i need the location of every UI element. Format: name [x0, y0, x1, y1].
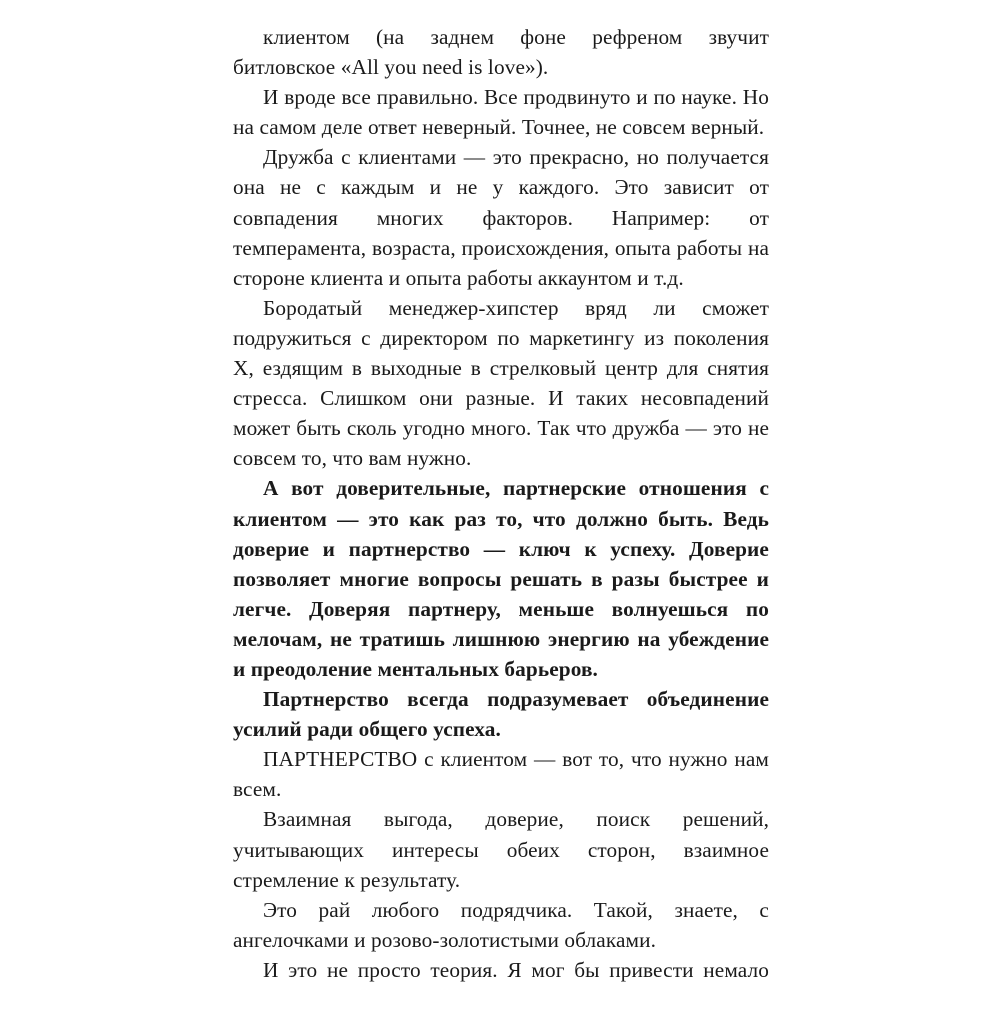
paragraph-1: клиентом (на заднем фоне рефреном звучит битловское «All you need is love»).	[233, 25, 769, 80]
paragraph-8: Взаимная выгода, доверие, поиск решений, учитывающих интересы обеих сторон, взаимное стремление к результату.	[233, 807, 769, 892]
paragraph-9: Это рай любого подрядчика. Такой, знаете, с ангелочками и розово-золотистыми облаками.	[233, 897, 769, 952]
paragraph-7: ПАРТНЕРСТВО с клиентом — вот то, что нужно нам всем.	[233, 747, 769, 802]
paragraph-6-emphasis: Партнерство всегда подразумевает объединение усилий ради общего успеха.	[233, 687, 769, 742]
body-text-column	[233, 22, 769, 1015]
paragraph-3: Дружба с клиентами — это прекрасно, но получается она не с каждым и не у каждого. Это зависит от совпадения многих факторов. Например: от темперамента, возраста, происхождения, опыта работы на стороне клиента и опыта работы аккаунтом и т.д.	[233, 145, 769, 290]
paragraph-4: Бородатый менеджер-хипстер вряд ли сможет подружиться с директором по маркетингу из поколения X, ездящим в выходные в стрелковый центр для снятия стресса. Слишком они разные. И таких несовпадений может быть сколь угодно много. Так что дружба — это не совсем то, что вам нужно.	[233, 295, 769, 471]
paragraph-2: И вроде все правильно. Все продвинуто и по науке. Но на самом деле ответ неверный. Точнее, не совсем верный.	[233, 85, 769, 140]
paragraph-5-emphasis: А вот доверительные, партнерские отношения с клиентом — это как раз то, что должно быть. Ведь доверие и партнерство — ключ к успеху. Доверие позволяет многие вопросы решать в разы быстрее и легче. Доверяя партнеру, меньше волнуешься по мелочам, не тратишь лишнюю энергию на убеждение и преодоление ментальных барьеров.	[233, 476, 769, 681]
paragraph-10: И это не просто теория. Я мог бы привести немало	[263, 957, 769, 982]
